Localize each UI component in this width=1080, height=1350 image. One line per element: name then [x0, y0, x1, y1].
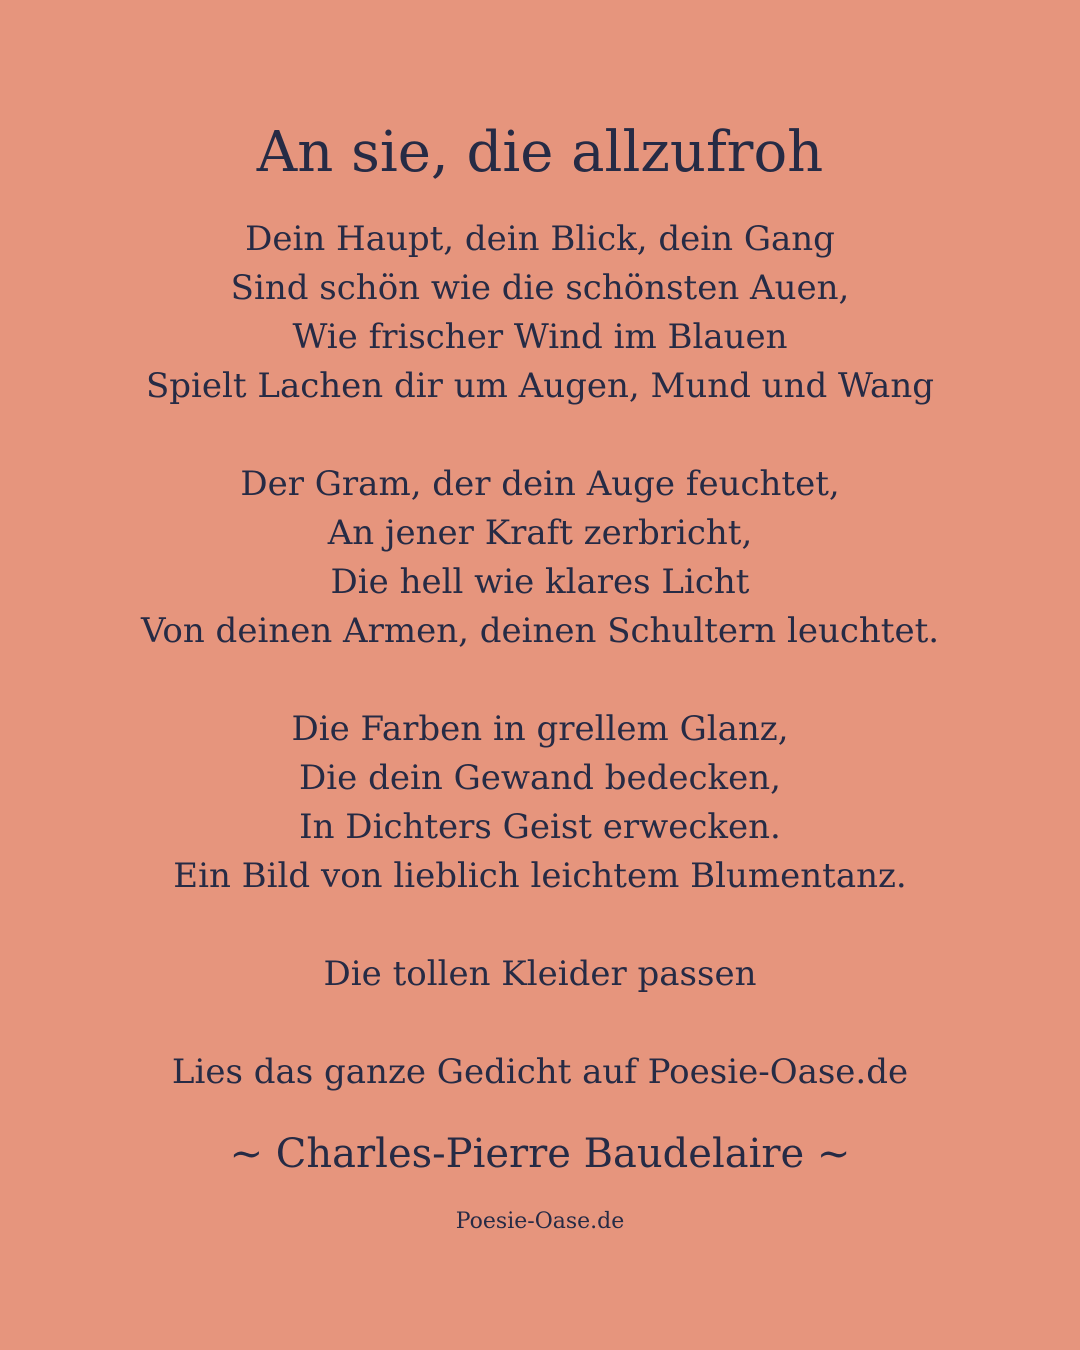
stanza-3 [0, 705, 1080, 901]
poem-line: An jener Kraft zerbricht, [327, 513, 753, 553]
stanza-1 [0, 215, 1080, 411]
poem-title: An sie, die allzufroh [256, 120, 824, 185]
poem-line: Die Farben in grellem Glanz, [291, 709, 789, 749]
poem-body [0, 215, 1080, 1048]
poem-line: Der Gram, der dein Auge feuchtet, [240, 464, 840, 504]
poem-line: Die dein Gewand bedecken, [299, 758, 781, 798]
poem-line: Ein Bild von lieblich leichtem Blumentanz. [173, 856, 907, 896]
poem-line: Von deinen Armen, deinen Schultern leuchtet. [140, 611, 940, 651]
stanza-4 [0, 950, 1080, 999]
poem-line: Dein Haupt, dein Blick, dein Gang [245, 219, 835, 259]
poem-line: Sind schön wie die schönsten Auen, [230, 268, 850, 308]
site-watermark: Poesie-Oase.de [455, 1209, 625, 1234]
read-full-poem-text: Lies das ganze Gedicht auf Poesie-Oase.de [171, 1052, 909, 1092]
author-name: ~ Charles-Pierre Baudelaire ~ [229, 1131, 851, 1177]
poem-line: Die hell wie klares Licht [330, 562, 750, 602]
poem-line: In Dichters Geist erwecken. [299, 807, 781, 847]
poem-line: Die tollen Kleider passen [323, 954, 757, 994]
poem-line: Spielt Lachen dir um Augen, Mund und Wang [146, 366, 934, 406]
stanza-2 [0, 460, 1080, 656]
poem-line: Wie frischer Wind im Blauen [292, 317, 788, 357]
